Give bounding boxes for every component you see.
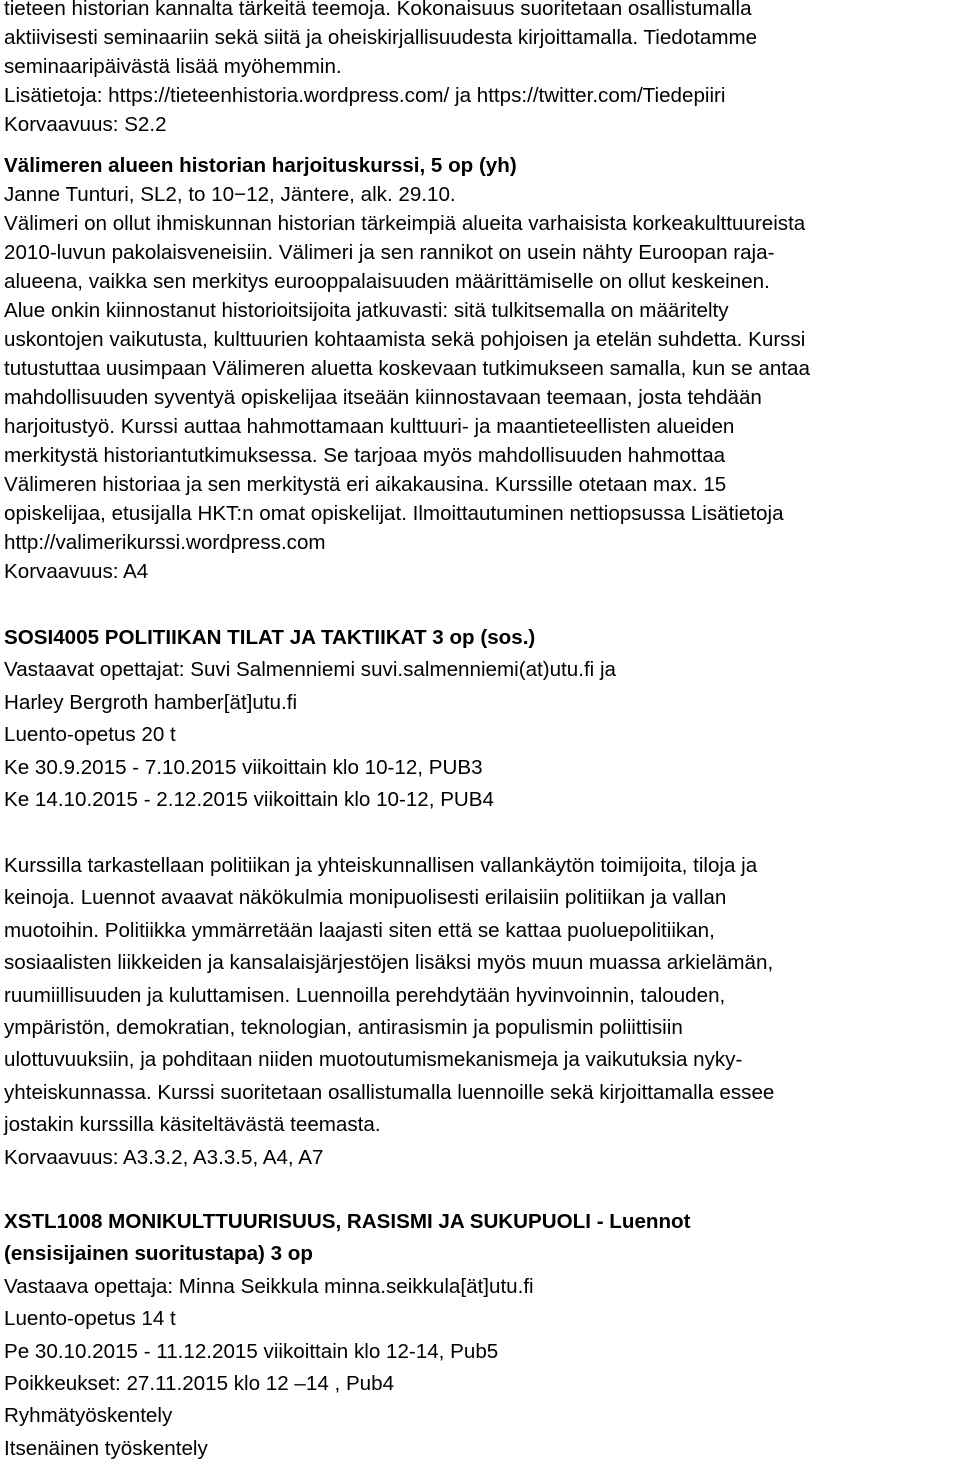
text-line: jostakin kurssilla käsiteltävästä teemasta. [4,1113,381,1137]
equivalence-line: Korvaavuus: A3.3.2, A3.3.5, A4, A7 [4,1145,324,1169]
section-mediterranean-course [4,0,810,586]
spacer [4,139,810,151]
equivalence-line: Korvaavuus: S2.2 [4,113,167,136]
teachers-line: Vastaavat opettajat: Suvi Salmenniemi suvi.salmenniemi(at)utu.fi ja [4,658,616,682]
text-line: mahdollisuuden syventyä opiskelijaa itseään kiinnostavaan teemaan, josta tehdään [4,386,762,409]
text-line: sosiaalisten liikkeiden ja kansalaisjärjestöjen lisäksi myös muun muassa arkielämän, [4,951,774,975]
text-line: Välimeren historiaa ja sen merkitystä eri aikakausina. Kurssille otetaan max. 15 [4,473,727,496]
text-line: 2010-luvun pakolaisveneisiin. Välimeri ja sen rannikot on usein nähty Euroopan raja- [4,241,775,264]
course-title: XSTL1008 MONIKULTTUURISUUS, RASISMI JA SUKUPUOLI - Luennot [4,1210,691,1233]
exceptions-line: Poikkeukset: 27.11.2015 klo 12 –14 , Pub4 [4,1371,395,1395]
course-title: Välimeren alueen historian harjoituskurssi, 5 op (yh) [4,154,517,177]
text-line: tutustuttaa uusimpaan Välimeren aluetta koskevaan tutkimukseen samalla, kun se antaa [4,357,810,380]
section-politics-description [4,850,774,1174]
teachers-line: Harley Bergroth hamber[ät]utu.fi [4,690,298,714]
text-line: yhteiskunnassa. Kurssi suoritetaan osallistumalla luennoille sekä kirjoittamalla essee [4,1080,775,1104]
text-line: harjoitustyö. Kurssi auttaa hahmottamaan kulttuuri- ja maantieteellisten alueiden [4,415,735,438]
text-line: alueena, vaikka sen merkitys eurooppalaisuuden määrittämiselle on ollut keskeinen. [4,270,770,293]
text-line: muotoihin. Politiikka ymmärretään laajasti siten että se kattaa puoluepolitiikan, [4,918,715,942]
text-line: ruumiillisuuden ja kuluttamisen. Luennoilla perehdytään hyvinvoinnin, talouden, [4,983,726,1007]
text-line: Kurssilla tarkastellaan politiikan ja yhteiskunnallisen vallankäytön toimijoita, tiloja ja [4,854,758,877]
text-line: seminaaripäivästä lisää myöhemmin. [4,55,342,78]
section-politics-course [4,622,616,816]
section-multiculturalism-course [4,1206,691,1465]
info-links-line: Lisätietoja: https://tieteenhistoria.wordpress.com/ ja https://twitter.com/Tiedepiiri [4,84,726,107]
text-line: opiskelijaa, etusijalla HKT:n omat opiskelijat. Ilmoittautuminen nettiopsussa Lisätietoja [4,502,784,525]
text-line: Alue onkin kiinnostanut historioitsijoita jatkuvasti: sitä tulkitsemalla on määritelty [4,299,729,322]
schedule-line: Pe 30.10.2015 - 11.12.2015 viikoittain klo 12-14, Pub5 [4,1339,499,1363]
text-line: ulottuvuuksiin, ja pohditaan niiden muotoutumismekanismeja ja vaikutuksia nyky- [4,1048,743,1072]
course-title: (ensisijainen suoritustapa) 3 op [4,1242,313,1266]
text-line: Ryhmätyöskentely [4,1404,173,1428]
text-line: uskontojen vaikutusta, kulttuurien kohtaamista sekä pohjoisen ja etelän suhdetta. Kurssi [4,328,806,351]
course-url-line: http://valimerikurssi.wordpress.com [4,531,326,554]
course-title: SOSI4005 POLITIIKAN TILAT JA TAKTIIKAT 3 op (sos.) [4,626,536,649]
teachers-line: Vastaava opettaja: Minna Seikkula minna.seikkula[ät]utu.fi [4,1274,534,1298]
schedule-line: Ke 30.9.2015 - 7.10.2015 viikoittain klo 10-12, PUB3 [4,755,483,779]
course-info-line: Janne Tunturi, SL2, to 10−12, Jäntere, alk. 29.10. [4,183,456,206]
lecture-hours-line: Luento-opetus 20 t [4,723,176,747]
schedule-line: Ke 14.10.2015 - 2.12.2015 viikoittain klo 10-12, PUB4 [4,787,494,811]
equivalence-line: Korvaavuus: A4 [4,560,149,583]
text-line: tieteen historian kannalta tärkeitä teemoja. Kokonaisuus suoritetaan osallistumalla [4,0,752,20]
text-line: merkitystä historiantutkimuksessa. Se tarjoaa myös mahdollisuuden hahmottaa [4,444,726,467]
lecture-hours-line: Luento-opetus 14 t [4,1307,176,1331]
text-line: Välimeri on ollut ihmiskunnan historian tärkeimpiä alueita varhaisista korkeakulttuureista [4,212,806,235]
text-line: keinoja. Luennot avaavat näkökulmia monipuolisesti erilaisiin politiikan ja vallan [4,886,727,910]
text-line: Itsenäinen työskentely [4,1436,208,1460]
text-line: ympäristön, demokratian, teknologian, antirasismin ja populismin poliittisiin [4,1015,683,1039]
text-line: aktiivisesti seminaariin sekä siitä ja oheiskirjallisuudesta kirjoittamalla. Tiedotamme [4,26,758,49]
